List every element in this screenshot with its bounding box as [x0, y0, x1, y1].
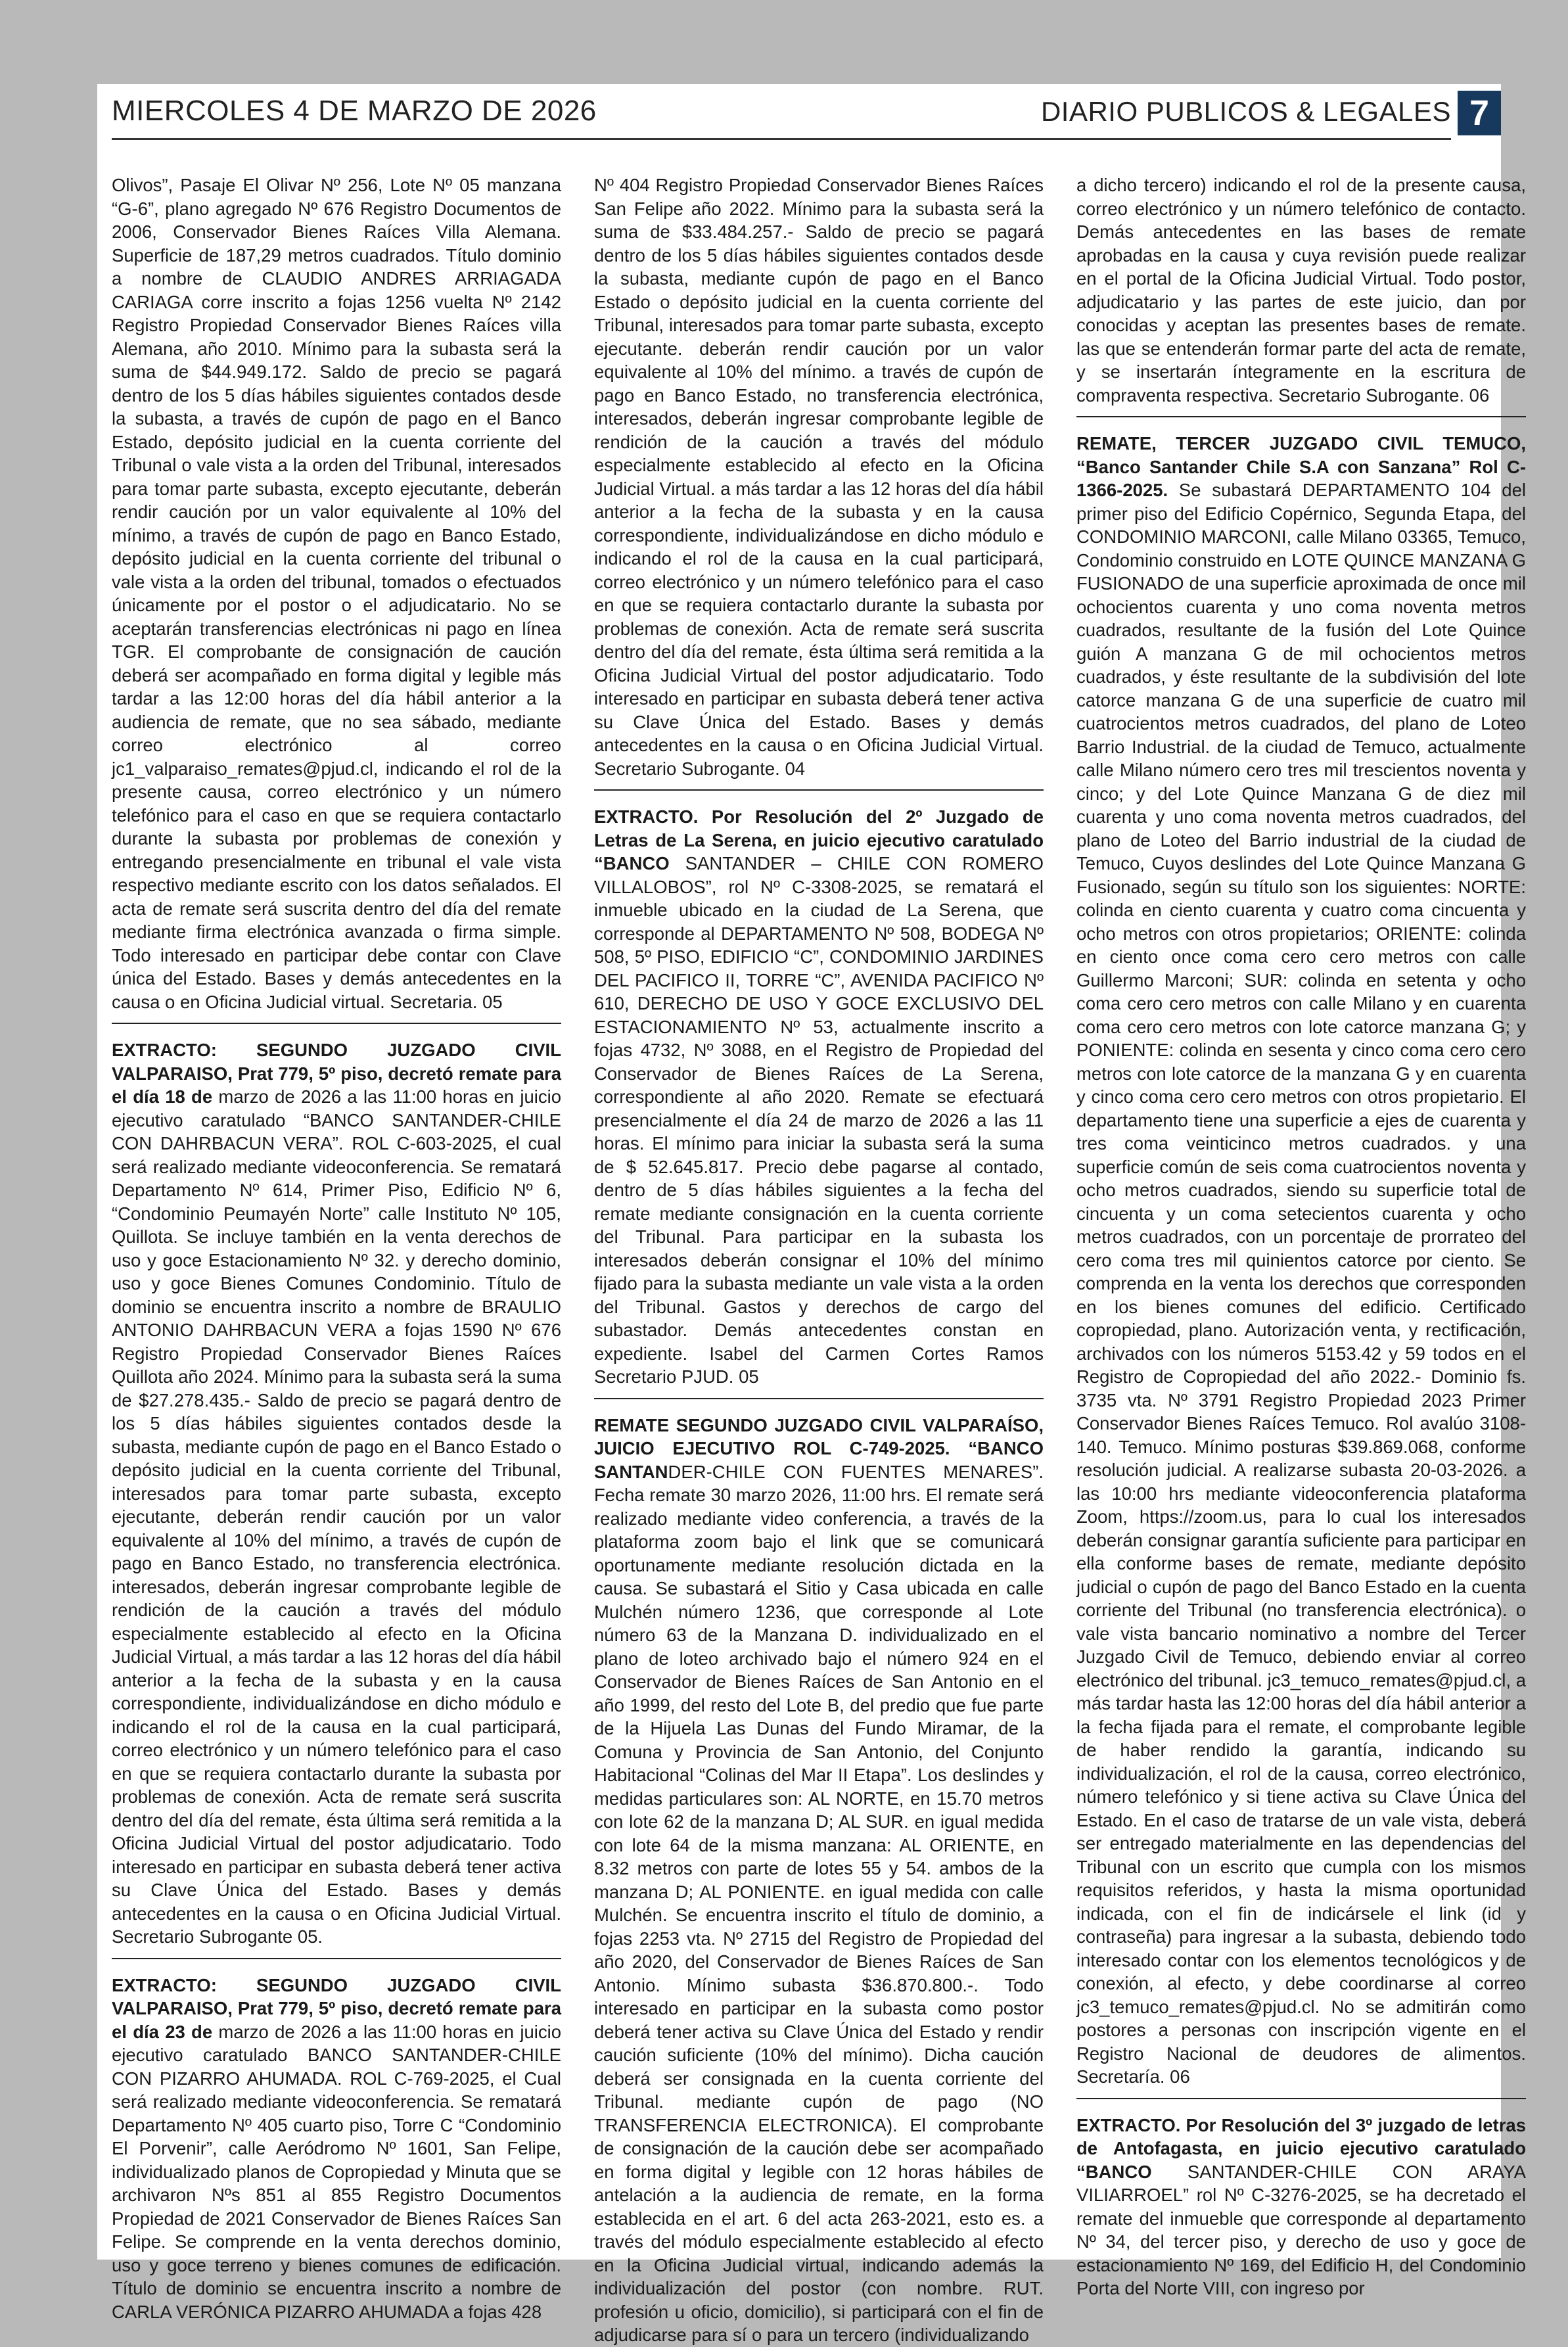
notice-text: DER-CHILE CON FUENTES MENARES”. Fecha remate 30 marzo 2026, 11:00 hrs. El remate será realizado mediante video conferencia, a través de la plataforma zoom bajo el link que se comunicará oportunamente mediante resolución dictada en la causa. Se subastará el Sitio y Casa ubicada en calle Mulchén número 1236, que corresponde al Lote número 63 de la Manzana D. individualizado en el plano de loteo archivado bajo el número 924 en el Conservador de Bienes Raíces de San Antonio en el año 1999, del resto del Lote B, del predio que fue parte de la Hijuela Las Dunas del Fundo Miramar, de la Comuna y Provincia de San Antonio, del Conjunto Habitacional “Colinas del Mar II Etapa”. Los deslindes y medidas particulares son: AL NORTE, en 15.70 metros con lote 62 de la manzana D; AL SUR. en igual medida con lote 64 de la misma manzana: AL ORIENTE, en 8.32 metros con parte de lotes 55 y 54. ambos de la manzana D; AL PONIENTE. en igual medida con calle Mulchén. Se encuentra inscrito el título de dominio, a fojas 2253 vta. Nº 2715 del Registro de Propiedad del año 2020, del Conservador de Bienes Raíces de San Antonio. Mínimo subasta $36.870.800.-. Todo interesado en participar en la subasta como postor deberá tener activa su Clave Única del Estado y rendir caución suficiente (10% del mínimo). Dicha caución deberá ser consignada en la cuenta corriente del Tribunal. mediante cupón de pago (NO TRANSFERENCIA ELECTRONICA). El comprobante de consignación de la caución debe ser acompañado en forma digital y legible con 12 horas hábiles de antelación a la audiencia de remate, en la forma establecida en el art. 6 del acta 263-2021, esto es. a través del módulo especialmente establecido al efecto en la Oficina Judicial virtual, indicando además la individualización del postor (con nombre. RUT. profesión u oficio, domicilio), si participará con el fin de adjudicarse para sí o para un tercero (individualizando	[594, 1461, 1044, 2345]
newspaper-page	[97, 84, 1526, 2345]
notice-columns	[112, 174, 1526, 2345]
legal-notice	[594, 805, 1044, 1389]
notice-text: SANTANDER – CHILE CON ROMERO VILLALOBOS”, rol Nº C-3308-2025, se rematará el inmueble ubicado en la ciudad de La Serena, que corresponde al DEPARTAMENTO Nº 508, BODEGA Nº 508, 5º PISO, EDIFICIO “C”, CONDOMINIO JARDINES DEL PACIFICO II, TORRE “C”, AVENIDA PACIFICO Nº 610, DERECHO DE USO Y GOCE EXCLUSIVO DEL ESTACIONAMIENTO Nº 53, actualmente inscrito a fojas 4732, Nº 3088, en el Registro de Propiedad del Conservador de Bienes Raíces de La Serena, correspondiente al año 2020. Remate se efectuará presencialmente el día 24 de marzo de 2026 a las 11 horas. El mínimo para iniciar la subasta será la suma de $ 52.645.817. Precio debe pagarse al contado, dentro de 5 días hábiles siguientes a la fecha del remate mediante consignación en la cuenta corriente del Tribunal. Para participar en la subasta los interesados deberán consignar el 10% del mínimo fijado para la subasta mediante un vale vista a la orden del Tribunal. Gastos y derechos de cargo del subastador. Demás antecedentes constan en expediente. Isabel del Carmen Cortes Ramos Secretario PJUD. 05	[594, 853, 1044, 1387]
notice-heading: REMATE, TERCER JUZGADO CIVIL TEMUCO, “Banco Santander Chile S.A con Sanzana” Rol C-1366-2025.	[1076, 433, 1526, 500]
notice-divider	[112, 1023, 561, 1024]
header-publication: DIARIO PUBLICOS & LEGALES	[1040, 96, 1451, 127]
notice-text: a dicho tercero) indicando el rol de la presente causa, correo electrónico y un número telefónico de contacto. Demás antecedentes en las bases de remate aprobadas en la causa y cuya revisión puede realizar en el portal de la Oficina Judicial Virtual. Todo postor, adjudicatario y las partes de este juicio, dan por conocidas y aceptan las presentes bases de remate. las que se entenderán formar parte del acta de remate, y se insertarán íntegramente en la escritura de compraventa respectiva. Secretario Subrogante. 06	[1076, 175, 1526, 406]
notice-heading: EXTRACTO. Por Resolución del 3º juzgado de letras de Antofagasta, en juicio ejecutivo caratulado “BANCO	[1076, 2114, 1526, 2182]
notice-text: marzo de 2026 a las 11:00 horas en juicio ejecutivo caratulado “BANCO SANTANDER-CHILE CON DAHRBACUN VERA”. ROL C-603-2025, el cual será realizado mediante videoconferencia. Se rematará Departamento Nº 614, Primer Piso, Edificio Nº 6, “Condominio Peumayén Norte” calle Instituto Nº 105, Quillota. Se incluye también en la venta derechos de uso y goce Estacionamiento Nº 32. y derecho dominio, uso y goce Bienes Comunes Condominio. Título de dominio se encuentra inscrito a nombre de BRAULIO ANTONIO DAHRBACUN VERA a fojas 1590 Nº 676 Registro Propiedad Conservador Bienes Raíces Quillota año 2024. Mínimo para la subasta será la suma de $27.278.435.- Saldo de precio se pagará dentro de los 5 días hábiles siguientes contados desde la subasta, mediante cupón de pago en el Banco Estado o depósito judicial en la cuenta corriente del Tribunal, interesados para tomar parte subasta, excepto ejecutante, deberán rendir caución por un valor equivalente al 10% del mínimo, a través de cupón de pago en Banco Estado, no transferencia electrónica. interesados, deberán ingresar comprobante legible de rendición de la caución a través del módulo especialmente establecido al efecto en la Oficina Judicial Virtual, a más tardar a las 12 horas del día hábil anterior a la fecha de la subasta y en la causa correspondiente, individualizándose en dicho módulo e indicando el rol de la causa en la cual participará, correo electrónico y un número telefónico para el caso en que se requiera contactarlo durante la subasta por problemas de conexión. Acta de remate será suscrita dentro del día del remate, ésta última será remitida a la Oficina Judicial Virtual del postor adjudicatario. Todo interesado en participar en subasta deberá tener activa su Clave Única del Estado. Bases y demás antecedentes en la causa o en Oficina Judicial Virtual. Secretario Subrogante 05.	[112, 1086, 561, 1947]
notice-divider	[1076, 2098, 1526, 2099]
notice-heading: EXTRACTO. Por Resolución del 2º Juzgado de Letras de La Serena, en juicio ejecutivo caratulado “BANCO	[594, 806, 1044, 873]
notice-divider	[1076, 416, 1526, 417]
legal-notice	[112, 1974, 561, 2324]
header-rule	[112, 138, 1451, 140]
column-1	[112, 174, 561, 2322]
notice-divider	[594, 1398, 1044, 1399]
notice-heading: EXTRACTO: SEGUNDO JUZGADO CIVIL VALPARAISO, Prat 779, 5º piso, decretó remate para el día 23 de	[112, 1974, 561, 2042]
notice-heading: EXTRACTO: SEGUNDO JUZGADO CIVIL VALPARAISO, Prat 779, 5º piso, decretó remate para el día 18 de	[112, 1040, 561, 1107]
notice-text: marzo de 2026 a las 11:00 horas en juicio ejecutivo caratulado BANCO SANTANDER-CHILE CON PIZARRO AHUMADA. ROL C-769-2025, el Cual será realizado mediante videoconferencia. Se rematará Departamento Nº 405 cuarto piso, Torre C “Condominio El Porvenir”, calle Aeródromo Nº 1601, San Felipe, individualizado planos de Copropiedad y Minuta que se archivaron Nºs 851 al 855 Registro Documentos Propiedad de 2021 Conservador de Bienes Raíces San Felipe. Se comprende en la venta derechos dominio, uso y goce terreno y bienes comunes de edificación. Título de dominio se encuentra inscrito a nombre de CARLA VERÓNICA PIZARRO AHUMADA a fojas 428	[112, 2021, 561, 2322]
page-header	[112, 91, 1501, 138]
notice-text: Nº 404 Registro Propiedad Conservador Bienes Raíces San Felipe año 2022. Mínimo para la subasta será la suma de $33.484.257.- Saldo de precio se pagará dentro de los 5 días hábiles siguientes contados desde la subasta, mediante cupón de pago en el Banco Estado o depósito judicial en la cuenta corriente del Tribunal, interesados para tomar parte subasta, excepto ejecutante. deberán rendir caución por un valor equivalente al 10% del mínimo. a través de cupón de pago en Banco Estado, no transferencia electrónica, interesados, deberán ingresar comprobante legible de rendición de la caución a través del módulo especialmente establecido al efecto en la Oficina Judicial Virtual. a más tardar a las 12 horas del día hábil anterior a la fecha de la subasta y en la causa correspondiente, individualizándose en dicho módulo e indicando el rol de la causa en la cual participará, correo electrónico y un número telefónico para el caso en que se requiera contactarlo durante la subasta por problemas de conexión. Acta de remate será suscrita dentro del día del remate, ésta última será remitida a la Oficina Judicial Virtual del postor adjudicatario. Todo interesado en participar en subasta deberá tener activa su Clave Única del Estado. Bases y demás antecedentes en la causa o en Oficina Judicial Virtual. Secretario Subrogante. 04	[594, 175, 1044, 779]
notice-text: Olivos”, Pasaje El Olivar Nº 256, Lote Nº 05 manzana “G-6”, plano agregado Nº 676 Registro Documentos de 2006, Conservador Bienes Raíces Villa Alemana. Superficie de 187,29 metros cuadrados. Título dominio a nombre de CLAUDIO ANDRES ARRIAGADA CARIAGA corre inscrito a fojas 1256 vuelta Nº 2142 Registro Propiedad Conservador Bienes Raíces villa Alemana, año 2010. Mínimo para la subasta será la suma de $44.949.172. Saldo de precio se pagará dentro de los 5 días hábiles siguientes contados desde la subasta, a través de cupón de pago en el Banco Estado, depósito judicial en la cuenta corriente del Tribunal o vale vista a la orden del Tribunal, interesados para tomar parte subasta, excepto ejecutante, deberán rendir caución por un valor equivalente al 10% del mínimo, a través de cupón de pago en Banco Estado, depósito judicial en la cuenta corriente del tribunal o vale vista a la orden del tribunal, tomados o efectuados únicamente por el postor o el adjudicatario. No se aceptarán transferencias electrónicas ni pago en línea TGR. El comprobante de consignación de caución deberá ser acompañado en forma digital y legible más tardar a las 12:00 horas del día hábil anterior a la audiencia de remate, que no sea sábado, mediante correo electrónico al correo jc1_valparaiso_remates@pjud.cl, indicando el rol de la presente causa, correo electrónico y un número telefónico para el caso en que se requiera contactarlo durante la subasta por problemas de conexión y entregando presencialmente en tribunal el vale vista respectivo mediante escrito con los datos señalados. El acta de remate será suscrita dentro del día del remate mediante firma electrónica avanzada o firma simple. Todo interesado en participar debe contar con Clave única del Estado. Bases y demás antecedentes en la causa o en Oficina Judicial virtual. Secretaria. 05	[112, 175, 561, 1012]
page-number-badge: 7	[1458, 91, 1501, 135]
legal-notice	[1076, 432, 1526, 2089]
legal-notice	[1076, 2114, 1526, 2300]
column-3	[1076, 174, 1526, 2298]
notice-text: SANTANDER-CHILE CON ARAYA VILIARROEL” rol Nº C-3276-2025, se ha decretado el remate del inmueble que corresponde al departamento Nº 34, del tercer piso, y derecho de uso y goce de estacionamiento Nº 169, del Edificio H, del Condominio Porta del Norte VIII, con ingreso por	[1076, 2161, 1526, 2298]
notice-divider	[594, 789, 1044, 791]
legal-notice	[112, 174, 561, 1013]
notice-divider	[112, 1958, 561, 1959]
legal-notice	[1076, 174, 1526, 407]
notice-heading: REMATE SEGUNDO JUZGADO CIVIL VALPARAÍSO, JUICIO EJECUTIVO ROL C-749-2025. “BANCO SANTAN	[594, 1414, 1044, 1482]
legal-notice	[594, 1414, 1044, 2347]
column-2	[594, 174, 1044, 2345]
header-date: MIERCOLES 4 DE MARZO DE 2026	[112, 95, 597, 127]
legal-notice	[594, 174, 1044, 780]
legal-notice	[112, 1038, 561, 1949]
notice-text: Se subastará DEPARTAMENTO 104 del primer piso del Edificio Copérnico, Segunda Etapa, del CONDOMINIO MARCONI, calle Milano 03365, Temuco, Condominio construido en LOTE QUINCE MANZANA G FUSIONADO de una superficie aproximada de once mil ochocientos cuarenta y uno coma noventa metros cuadrados, resultante de la fusión del Lote Quince guión A manzana G de mil ochocientos metros cuadrados, y éste resultante de la subdivisión del lote catorce manzana G de una superficie de cuatro mil cuatrocientos metros cuadrados, del plano de Loteo Barrio Industrial. de la ciudad de Temuco, actualmente calle Milano número cero tres mil trescientos noventa y cinco; y del Lote Quince Manzana G de diez mil cuarenta y uno coma noventa metros cuadrados, del plano de Loteo del Barrio industrial de la ciudad de Temuco, Cuyos deslindes del Lote Quince Manzana G Fusionado, según su título son los siguientes: NORTE: colinda en ciento cuarenta y cuatro coma cincuenta y ocho metros con otros propietarios; ORIENTE: colinda en ciento once coma cero cero metros con calle Guillermo Marconi; SUR: colinda en setenta y ocho coma cero cero metros con calle Milano y en cuarenta coma cero cero metros con lote catorce manzana G; y PONIENTE: colinda en sesenta y cinco coma cero cero metros con lote catorce de la manzana G y en cuarenta y cinco coma cero cero metros con otros propietario. El departamento tiene una superficie a ejes de cuarenta y tres coma veinticinco metros cuadrados. y una superficie común de seis coma cuatrocientos noventa y ocho metros cuadrados, siendo su superficie total de cincuenta y un coma setecientos cuarenta y ocho metros cuadrados, con un porcentaje de prorrateo del cero coma tres mil quinientos catorce por ciento. Se comprenda en la venta los derechos que corresponden en los bienes comunes del edificio. Certificado copropiedad, plano. Autorización venta, y rectificación, archivados con los números 5153.42 y 59 todos en el Registro de Copropiedad del año 2022.- Dominio fs. 3735 vta. Nº 3791 Registro Propiedad 2023 Primer Conservador Bienes Raíces Temuco. Rol avalúo 3108-140. Temuco. Mínimo posturas $39.869.068, conforme resolución judicial. A realizarse subasta 20-03-2026. a las 10:00 hrs mediante videoconferencia plataforma Zoom, https://zoom.us, para lo cual los interesados deberán consignar garantía suficiente para participar en ella conforme bases de remate, mediante depósito judicial o cupón de pago del Banco Estado en la cuenta corriente del Tribunal (no transferencia electrónica). o vale vista bancario nominativo a nombre del Tercer Juzgado Civil de Temuco, debiendo enviar al correo electrónico del tribunal. jc3_temuco_remates@pjud.cl, a más tardar hasta las 12:00 horas del día hábil anterior a la fecha fijada para el remate, el comprobante legible de haber rendido la garantía, indicando su individualización, el rol de la causa, correo electrónico, número telefónico y si tiene activa su Clave Única del Estado. En el caso de tratarse de un vale vista, deberá ser entregado materialmente en las dependencias del Tribunal con un escrito que cumpla con los mismos requisitos referidos, y hasta la misma oportunidad indicada, con el fin de indicársele el link (id y contraseña) para ingresar a la subasta, debiendo todo interesado contar con los elementos tecnológicos y de conexión, al efecto, y debe coordinarse al correo jc3_temuco_remates@pjud.cl. No se admitirán como postores a personas con inscripción vigente en el Registro Nacional de deudores de alimentos. Secretaría. 06	[1076, 480, 1526, 2087]
